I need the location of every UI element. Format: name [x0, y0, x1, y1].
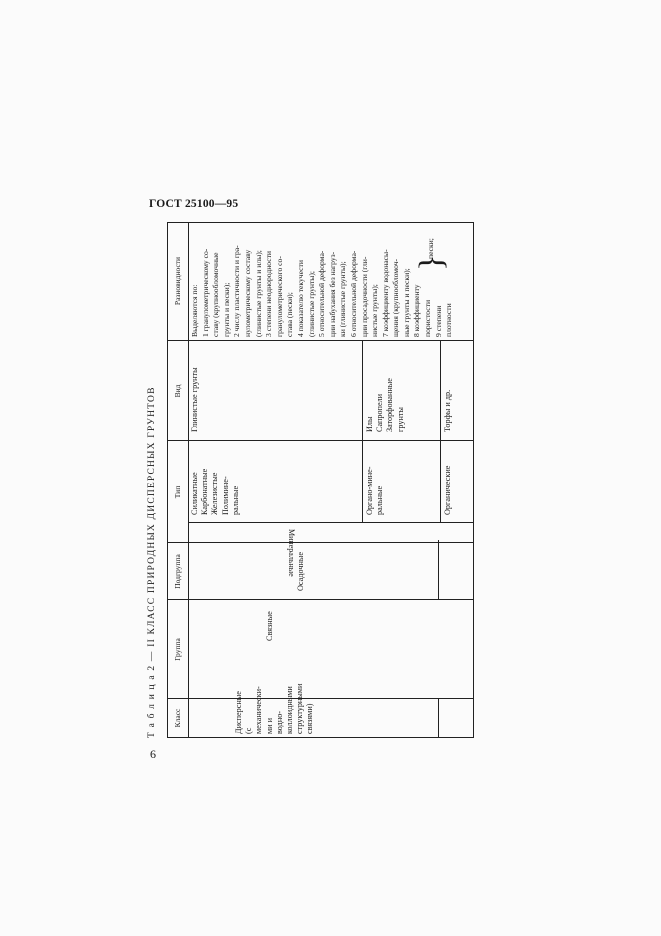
variety-line: гранулометрического со- [274, 256, 284, 337]
cell-mineral-label: Минеральные [287, 529, 296, 577]
vid-line: Сапропели [375, 393, 385, 432]
variety-line: 8 коэффициенту [412, 284, 422, 337]
klass-line: структурными [295, 683, 305, 734]
variety-line: (глинистые грунты); [306, 270, 316, 337]
group-rule [438, 540, 439, 600]
variety-line: 1 гранулометрическому со- [200, 248, 210, 337]
rotated-table-block [147, 178, 505, 738]
cell-vid-mineral: Глинистые грунты [190, 367, 199, 432]
klass-line: Дисперсные (с [234, 691, 254, 734]
variety-line: нулометрическому составу [242, 249, 252, 337]
variety-line: ставу (крупнообломочные [211, 252, 221, 337]
type-line: Полимине- [220, 476, 230, 515]
brace-note: пески; [426, 238, 436, 259]
type-line: Силикатные [190, 472, 199, 515]
vid-line: Заторфованные [385, 378, 395, 432]
header-klass: Класс [173, 708, 182, 728]
mineral-divider [188, 522, 473, 523]
variety-line: 9 степени [433, 305, 443, 337]
cell-raznovidnosti [190, 223, 455, 337]
variety-line: (глинистые грунты и илы); [253, 250, 263, 337]
cell-vid-organic: Торфы и др. [443, 389, 452, 432]
col-divider [168, 698, 473, 699]
variety-line: ки (глинистые грунты); [338, 261, 348, 337]
col-divider [168, 599, 473, 600]
vid-line: грунты [395, 407, 405, 432]
page-number: 6 [150, 747, 156, 761]
type-rule-2 [440, 341, 441, 523]
type-rule-1 [362, 341, 363, 523]
klass-line: коллоидными [285, 686, 295, 734]
header-raznovidnosti: Разновидности [173, 256, 182, 306]
type-line: ральные [375, 485, 385, 515]
header-gruppa: Группа [173, 638, 182, 661]
table-title: Т а б л и ц а 2 — II КЛАСС ПРИРОДНЫХ ДИСПЕРСНЫХ ГРУНТОВ [147, 386, 157, 738]
variety-line: 4 показателю текучести [295, 260, 305, 337]
col-divider [168, 440, 473, 441]
variety-line: става (пески); [285, 292, 295, 337]
klass-line: ми и водно- [264, 710, 284, 734]
type-line: ральные [230, 485, 240, 515]
cell-podgruppa: Осадочные [296, 552, 305, 591]
cell-gruppa: Связные [265, 611, 274, 641]
variety-line: ные грунты и пески); [401, 268, 411, 337]
col-divider [168, 542, 473, 543]
variety-line: 3 степени неоднородности [264, 251, 274, 337]
type-line: Органо-мине- [365, 466, 374, 515]
cell-vid-organomineral [365, 378, 406, 432]
variety-line: 2 числу пластичности и гра- [232, 245, 242, 337]
klass-line: механически- [254, 686, 264, 734]
cell-type-organic: Органические [443, 465, 452, 515]
variety-line: 7 коэффициенту водонасы- [380, 249, 390, 337]
vid-line: Илы [365, 416, 374, 432]
variety-line: Выделяются по: [190, 284, 199, 337]
variety-line: ции набухания без нагруз- [327, 251, 337, 337]
variety-line: нистые грунты); [370, 284, 380, 337]
cell-types-organomineral [365, 466, 385, 515]
variety-line: грунты и пески); [221, 282, 231, 337]
document-header: ГОСТ 25100—95 [149, 198, 239, 210]
klass-line: связями) [305, 703, 315, 734]
type-line: Железистые [210, 472, 220, 515]
header-tip: Тип [173, 485, 182, 499]
brace-block [412, 223, 454, 337]
brace-icon: } [413, 254, 451, 271]
variety-line: 6 относительной деформа- [348, 250, 358, 337]
soil-classification-table [167, 222, 474, 738]
cell-klass [234, 683, 316, 734]
variety-line: плотности [444, 303, 454, 337]
variety-line: пористости [423, 299, 433, 337]
class-rule [438, 699, 439, 737]
header-vid: Вид [173, 384, 182, 398]
col-divider [168, 340, 473, 341]
variety-line: 5 относительной деформа- [317, 250, 327, 337]
variety-line: ции просадочности (гли- [359, 256, 369, 337]
cell-types-mineral [190, 469, 241, 515]
variety-line: щения (крупнообломоч- [391, 258, 401, 337]
header-podgruppa: Подгруппа [173, 554, 182, 589]
header-rule [188, 223, 189, 737]
type-line: Карбонатные [200, 468, 210, 515]
